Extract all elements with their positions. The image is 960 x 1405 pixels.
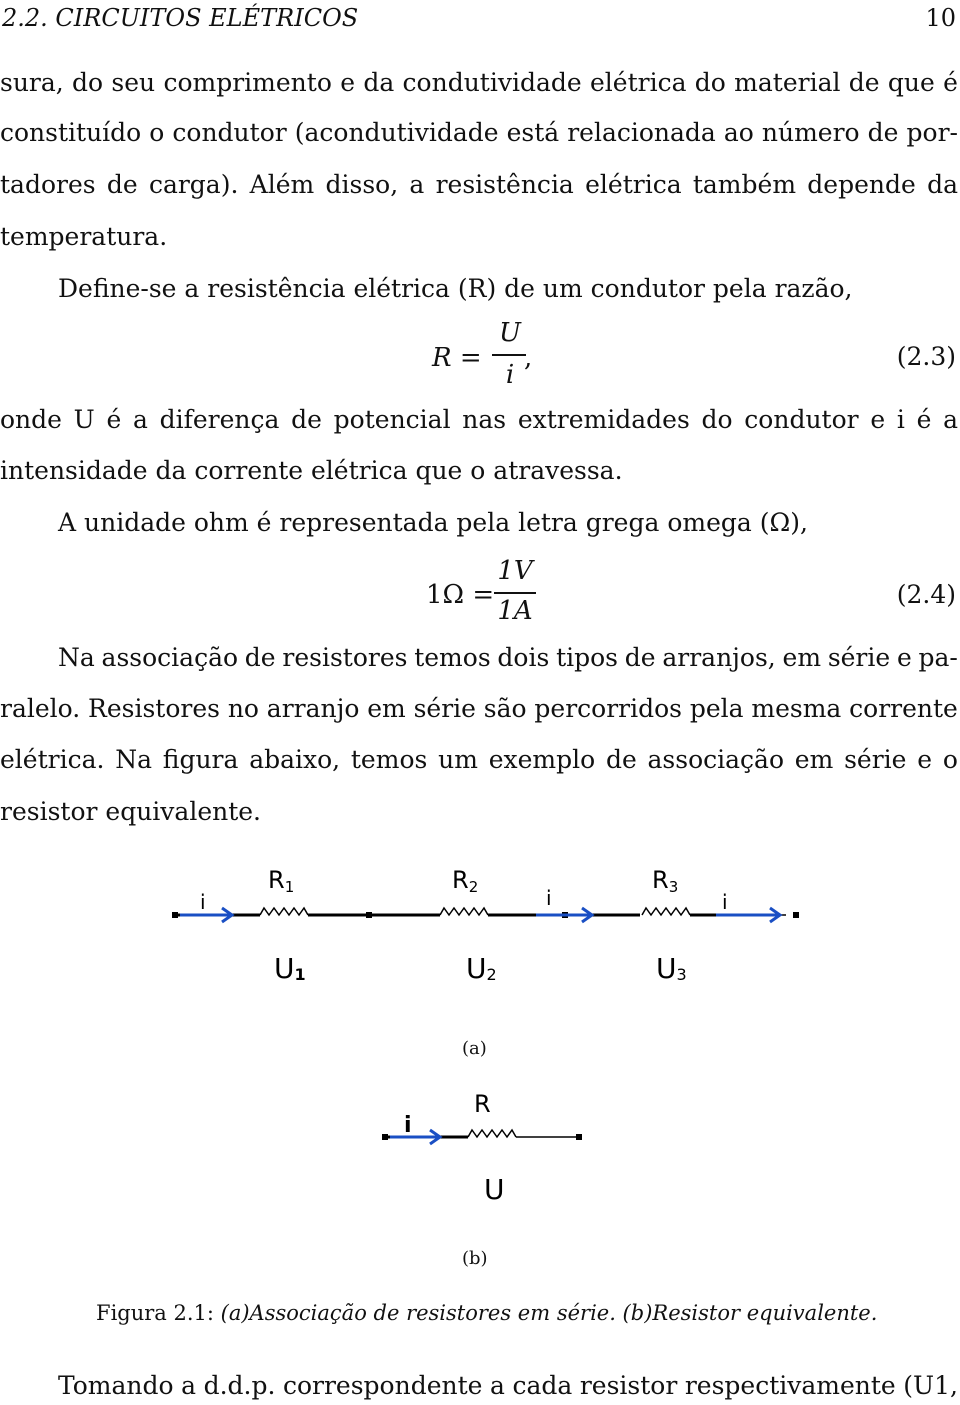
word: ralelo.: [0, 694, 81, 723]
word: da: [927, 170, 958, 199]
equation-2-3-denominator: i: [505, 360, 515, 390]
word: elétrica: [590, 68, 687, 97]
word: condutor: [744, 405, 859, 434]
word: que: [887, 68, 935, 97]
word: a: [943, 405, 958, 434]
word: cada: [512, 1371, 573, 1400]
word: resistor: [579, 1371, 678, 1400]
word: mesma: [751, 694, 842, 723]
word: a: [409, 170, 425, 199]
word: (U1,: [903, 1371, 958, 1400]
word: dois: [497, 643, 550, 672]
word: Tomando: [58, 1371, 174, 1400]
terminal-node: [793, 912, 799, 918]
word: respectivamente: [684, 1371, 896, 1400]
word: d.d.p.: [203, 1371, 276, 1400]
voltage-label-u1: U1: [274, 952, 306, 985]
word: de: [291, 405, 322, 434]
junction-node: [366, 912, 372, 918]
word: constituído: [0, 118, 142, 147]
word: arranjos,: [662, 643, 776, 672]
resistor-label-r3: R3: [652, 866, 679, 896]
word: temos: [414, 643, 491, 672]
word: associação: [101, 643, 239, 672]
word: percorridos: [534, 694, 683, 723]
equation-2-4-fraction-bar: [494, 592, 536, 594]
word: em: [782, 643, 822, 672]
word: série: [827, 643, 891, 672]
word: é: [916, 405, 932, 434]
word: de: [605, 745, 637, 774]
paragraph-3-line-1: [0, 405, 958, 435]
voltage-label-u3: U3: [656, 952, 687, 985]
word: pela: [689, 694, 744, 723]
word: extremidades: [517, 405, 690, 434]
paragraph-3-line-2: intensidade da corrente elétrica que o atravessa.: [0, 456, 623, 485]
paragraph-5-line-4: resistor equivalente.: [0, 797, 261, 826]
word: a: [181, 1371, 197, 1400]
word: o: [942, 745, 958, 774]
figure-b-caption: (b): [462, 1248, 488, 1269]
word: nas: [462, 405, 507, 434]
terminal-node: [382, 1134, 388, 1140]
word: a: [132, 405, 148, 434]
word: temos: [350, 745, 428, 774]
word: relacionada: [567, 118, 716, 147]
word: U: [73, 405, 95, 434]
word: elétrica.: [0, 745, 105, 774]
equation-2-3-lhs: R =: [432, 343, 482, 373]
word: em: [794, 745, 834, 774]
word: arranjo: [266, 694, 360, 723]
word: de: [624, 643, 656, 672]
current-label: i: [546, 886, 552, 910]
word: pa-: [918, 643, 958, 672]
equation-2-4-denominator: 1A: [497, 596, 533, 626]
word: a: [490, 1371, 505, 1400]
figure-a-caption: (a): [462, 1038, 487, 1059]
word: e: [340, 68, 355, 97]
word: do: [701, 405, 733, 434]
word: corrente: [849, 694, 958, 723]
word: correspondente: [282, 1371, 483, 1400]
voltage-label-u2: U2: [466, 952, 497, 985]
word: número: [761, 118, 860, 147]
resistor-label-r: R: [474, 1090, 491, 1118]
paragraph-4: A unidade ohm é representada pela letra grega omega (Ω),: [58, 508, 808, 537]
word: são: [483, 694, 527, 723]
word: e: [870, 405, 886, 434]
word: de: [106, 170, 138, 199]
word: e: [917, 745, 933, 774]
word: (acondutividade: [294, 118, 499, 147]
word: série: [844, 745, 907, 774]
word: disso,: [325, 170, 399, 199]
equation-2-3-comma: ,: [524, 343, 533, 373]
word: é: [943, 68, 958, 97]
word: série: [413, 694, 476, 723]
word: da: [363, 68, 395, 97]
paragraph-2: Define-se a resistência elétrica (R) de um condutor pela razão,: [58, 274, 853, 303]
word: do: [72, 68, 104, 97]
word: associação: [647, 745, 785, 774]
word: resistência: [435, 170, 574, 199]
equation-2-4-lhs: 1Ω =: [426, 580, 495, 610]
word: Na: [115, 745, 152, 774]
voltage-label-u: U: [484, 1173, 505, 1204]
word: potencial: [333, 405, 451, 434]
word: sura,: [0, 68, 64, 97]
paragraph-5-line-2: [0, 694, 958, 724]
word: e: [896, 643, 912, 672]
word: i: [896, 405, 905, 434]
figure-caption-label: Figura 2.1:: [96, 1301, 214, 1325]
terminal-node: [172, 912, 178, 918]
paragraph-5-line-1: [58, 643, 958, 673]
word: do: [694, 68, 726, 97]
word: carga).: [148, 170, 239, 199]
figure-caption: [96, 1301, 877, 1325]
resistor-label-r1: R1: [268, 866, 295, 896]
running-header: 2.2. CIRCUITOS ELÉTRICOS: [2, 4, 359, 32]
word: está: [506, 118, 560, 147]
word: abaixo,: [249, 745, 341, 774]
word: onde: [0, 405, 62, 434]
word: Além: [249, 170, 315, 199]
word: um: [438, 745, 478, 774]
word: tipos: [556, 643, 619, 672]
word: também: [692, 170, 797, 199]
word: em: [367, 694, 406, 723]
current-label: i: [722, 890, 728, 914]
page-number: 10: [925, 4, 956, 32]
word: de: [848, 68, 880, 97]
word: depende: [807, 170, 916, 199]
word: tadores: [0, 170, 96, 199]
series-circuit-diagram: [150, 852, 810, 994]
equivalent-resistor-diagram: [366, 1082, 596, 1204]
word: de: [867, 118, 899, 147]
equation-2-4-number: (2.4): [896, 580, 956, 609]
paragraph-1-line-2: [0, 118, 958, 148]
paragraph-5-line-3: [0, 745, 958, 775]
current-label: i: [404, 1113, 412, 1138]
word: de: [244, 643, 276, 672]
word: Na: [58, 643, 95, 672]
word: o: [149, 118, 165, 147]
word: condutividade: [402, 68, 582, 97]
paragraph-1-line-4: temperatura.: [0, 222, 168, 251]
paragraph-1-line-1: [0, 68, 958, 98]
paragraph-1-line-3: [0, 170, 958, 200]
equation-2-3-fraction-bar: [492, 354, 526, 356]
word: ao: [723, 118, 754, 147]
equation-2-4-numerator: 1V: [497, 556, 533, 586]
word: no: [227, 694, 259, 723]
word: é: [106, 405, 122, 434]
word: exemplo: [488, 745, 596, 774]
paragraph-6-line-1: [58, 1371, 958, 1401]
resistor-label-r2: R2: [452, 866, 479, 896]
word: seu: [111, 68, 156, 97]
equation-2-3-numerator: U: [499, 318, 521, 348]
word: comprimento: [163, 68, 332, 97]
equation-2-3-number: (2.3): [896, 342, 956, 371]
word: figura: [162, 745, 239, 774]
word: Resistores: [88, 694, 220, 723]
current-label: i: [200, 890, 206, 914]
word: diferença: [159, 405, 280, 434]
word: por-: [906, 118, 958, 147]
word: resistores: [282, 643, 408, 672]
word: condutor: [172, 118, 287, 147]
word: elétrica: [585, 170, 682, 199]
figure-caption-text: (a)Associação de resistores em série. (b)Resistor equivalente.: [220, 1301, 878, 1325]
terminal-node: [576, 1134, 582, 1140]
word: material: [734, 68, 841, 97]
